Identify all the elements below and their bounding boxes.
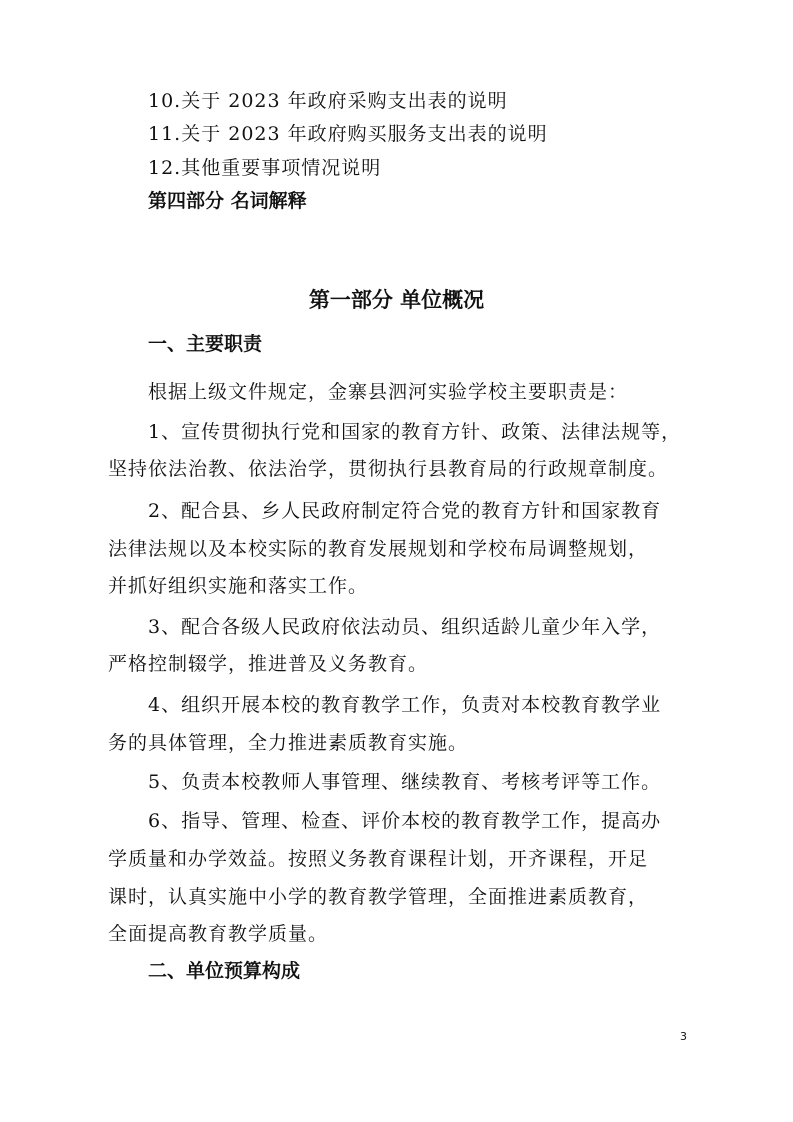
toc-item-11: 11.关于 2023 年政府购买服务支出表的说明 (148, 123, 548, 145)
duty-item-4-line-1: 4、组织开展本校的教育教学工作，负责对本校教育教学业 (148, 694, 662, 716)
duty-item-1-line-1: 1、宣传贯彻执行党和国家的教育方针、政策、法律法规等， (148, 421, 682, 443)
duty-item-6-line-1: 6、指导、管理、检查、评价本校的教育教学工作，提高办 (148, 810, 662, 832)
duty-item-3-line-1: 3、配合各级人民政府依法动员、组织适龄儿童少年入学， (148, 616, 662, 638)
duty-item-1-line-2: 坚持依法治教、依法治学，贯彻执行县教育局的行政规章制度。 (108, 458, 669, 480)
duty-item-2-line-2: 法律法规以及本校实际的教育发展规划和学校布局调整规划， (108, 538, 649, 560)
section-heading-main-duties: 一、主要职责 (148, 333, 263, 355)
toc-part-four: 第四部分 名词解释 (148, 190, 307, 212)
section-heading-budget-composition: 二、单位预算构成 (148, 960, 301, 982)
toc-item-10: 10.关于 2023 年政府采购支出表的说明 (148, 90, 508, 112)
toc-item-12: 12.其他重要事项情况说明 (148, 157, 382, 179)
duty-item-2-line-3: 并抓好组织实施和落实工作。 (108, 575, 369, 597)
duty-item-4-line-2: 务的具体管理，全力推进素质教育实施。 (108, 732, 469, 754)
duty-item-5-line-1: 5、负责本校教师人事管理、继续教育、考核考评等工作。 (148, 771, 662, 793)
duty-item-2-line-1: 2、配合县、乡人民政府制定符合党的教育方针和国家教育 (148, 500, 662, 522)
page-number: 3 (680, 1030, 687, 1043)
intro-paragraph: 根据上级文件规定，金寨县泗河实验学校主要职责是： (148, 381, 629, 403)
duty-item-6-line-4: 全面提高教育教学质量。 (108, 923, 329, 945)
part-title: 第一部分 单位概况 (308, 288, 485, 312)
duty-item-3-line-2: 严格控制辍学，推进普及义务教育。 (108, 653, 429, 675)
duty-item-6-line-2: 学质量和办学效益。按照义务教育课程计划，开齐课程，开足 (108, 848, 649, 870)
duty-item-6-line-3: 课时，认真实施中小学的教育教学管理，全面推进素质教育， (108, 886, 649, 908)
